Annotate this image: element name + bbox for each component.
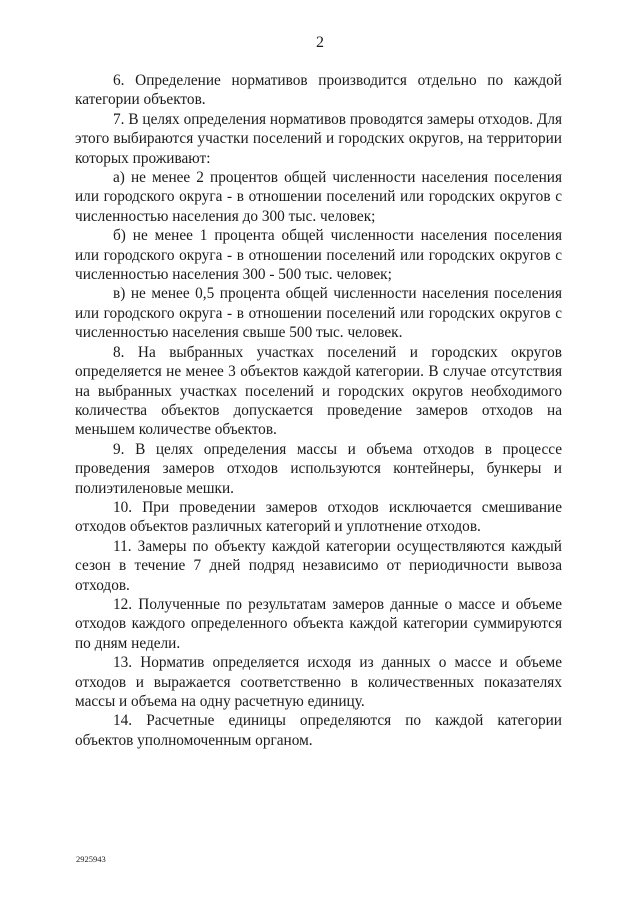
paragraph-11: 11. Замеры по объекту каждой категории осуществляются каждый сезон в течение 7 дней подряд независимо от периодичности вывоза отходов.: [75, 537, 562, 594]
document-code: 2925943: [76, 854, 106, 864]
paragraph-9: 9. В целях определения массы и объема отходов в процессе проведения замеров отходов используются контейнеры, бункеры и полиэтиленовые мешки.: [75, 440, 562, 497]
paragraph-13: 13. Норматив определяется исходя из данных о массе и объеме отходов и выражается соответственно в количественных показателях массы и объема на одну расчетную единицу.: [75, 654, 562, 710]
paragraph-12: 12. Полученные по результатам замеров данные о массе и объеме отходов каждого определенного объекта каждой категории суммируются по дням недели.: [75, 595, 562, 652]
document-body: [75, 71, 562, 750]
paragraph-14: 14. Расчетные единицы определяются по каждой категории объектов уполномоченным органом.: [75, 712, 562, 749]
paragraph-7: 7. В целях определения нормативов проводятся замеры отходов. Для этого выбираются участки поселений и городских округов, на территории которых проживают:: [75, 110, 562, 167]
paragraph-8: 8. На выбранных участках поселений и городских округов определяется не менее 3 объектов каждой категории. В случае отсутствия на выбранных участках поселений и городских округов необходимого количества объектов допускается проведение замеров отходов на меньшем количестве объектов.: [75, 343, 562, 439]
paragraph-7b: б) не менее 1 процента общей численности населения поселения или городского округа - в отношении поселений или городских округов с численностью населения 300 - 500 тыс. человек;: [75, 227, 562, 284]
paragraph-7a: а) не менее 2 процентов общей численности населения поселения или городского округа - в отношении поселений или городских округов с численностью населения до 300 тыс. человек;: [75, 169, 562, 225]
page-number: 2: [316, 34, 324, 51]
paragraph-6: 6. Определение нормативов производится отдельно по каждой категории объектов.: [75, 72, 562, 109]
paragraph-10: 10. При проведении замеров отходов исключается смешивание отходов объектов различных категорий и уплотнение отходов.: [75, 498, 562, 536]
paragraph-7v: в) не менее 0,5 процента общей численности населения поселения или городского округа - в отношении поселений или городских округов с численностью населения свыше 500 тыс. человек.: [75, 285, 562, 342]
